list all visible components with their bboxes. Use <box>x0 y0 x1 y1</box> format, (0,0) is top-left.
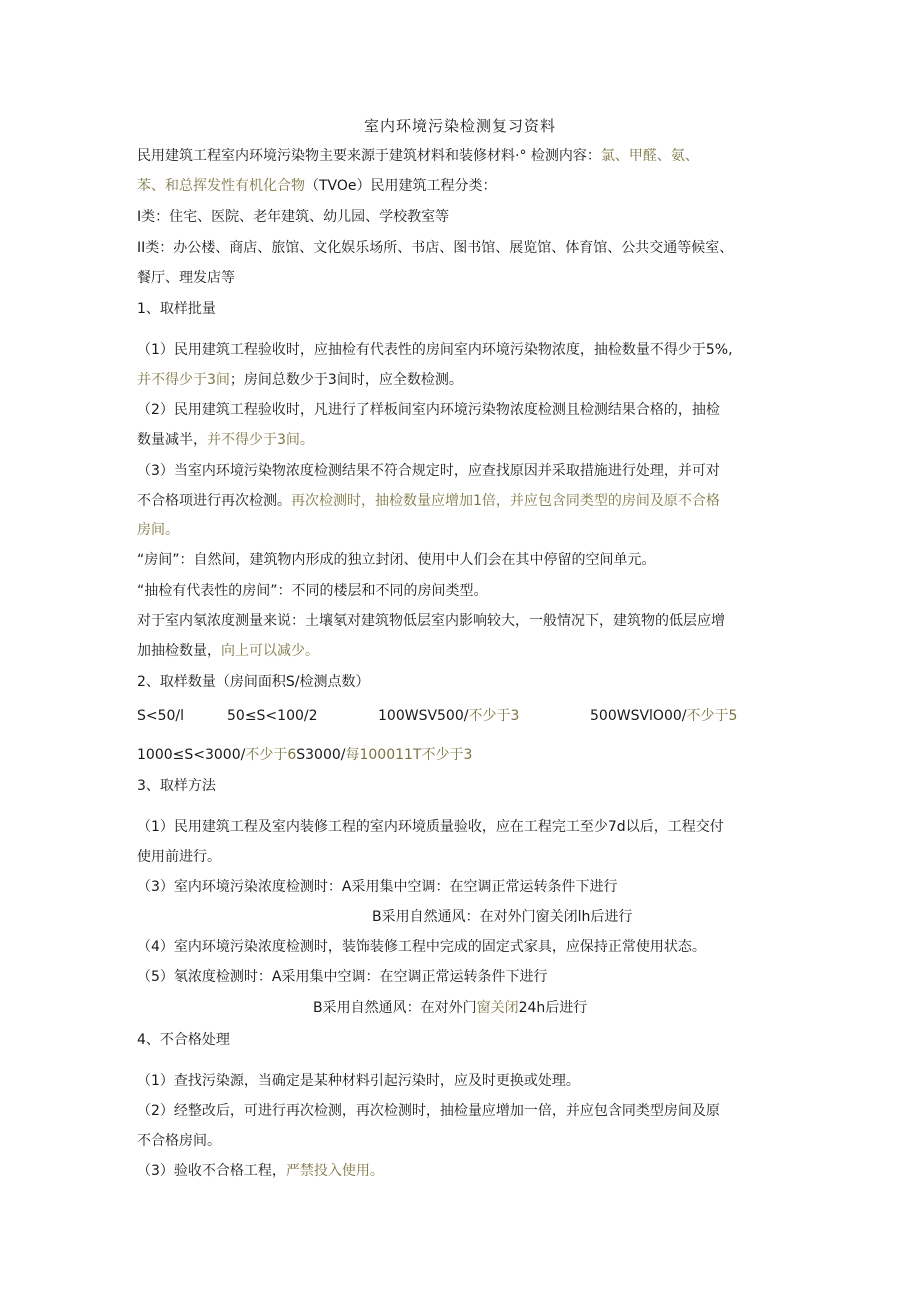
body-text: （3）验收不合格工程， <box>137 1163 286 1179</box>
s1-paragraph-2-line-1: （2）民用建筑工程验收时，凡进行了样板间室内环境污染物浓度检测且检测结果合格的，抽检 <box>137 402 720 418</box>
range-text: S3000/ <box>296 747 346 763</box>
body-text: 数量减半， <box>137 432 207 448</box>
range-text: 500WSVlO00/ <box>590 708 687 724</box>
highlight-text: 向上可以减少。 <box>221 643 319 659</box>
page-title: 室内环境污染检测复习资料 <box>363 117 556 135</box>
s1-paragraph-1-line-2 <box>137 370 463 390</box>
body-text: B采用自然通风：在对外门 <box>313 1000 477 1016</box>
s4-paragraph-2-line-2: 不合格房间。 <box>137 1133 221 1149</box>
highlight-text: 严禁投入使用。 <box>285 1163 384 1179</box>
definition-room: “房间”：自然间，建筑物内形成的独立封闭、使用中人们会在其中停留的空间单元。 <box>137 552 656 568</box>
highlight-text: 再次检测时，抽检数量应增加1倍，并应包含同类型的房间及原不合格 <box>291 493 720 509</box>
s3-paragraph-3-line-2: B采用自然通风：在对外门窗关闭lh后进行 <box>372 909 633 925</box>
radon-note-line-2 <box>137 641 319 661</box>
s1-paragraph-2-line-2 <box>137 430 314 450</box>
intro-highlight: 氯、甲醛、氨、 <box>600 148 699 164</box>
sample-count-cell: S<50/l <box>137 708 185 724</box>
highlight-text: 不少于3 <box>421 747 473 763</box>
body-text: ；房间总数少于3间时，应全数检测。 <box>229 372 463 388</box>
range-text: 1000≤S<3000/ <box>137 747 246 763</box>
intro-highlight: 苯、和总挥发性有机化合物 <box>137 178 305 194</box>
s4-paragraph-2-line-1: （2）经整改后，可进行再次检测，再次检测时，抽检量应增加一倍，并应包含同类型房间及原 <box>137 1103 720 1119</box>
highlight-text: 不少于5 <box>686 708 738 724</box>
s4-paragraph-3 <box>137 1161 384 1181</box>
highlight-text: 不少于3 <box>468 708 520 724</box>
s4-paragraph-1: （1）查找污染源，当确定是某种材料引起污染时，应及时更换或处理。 <box>137 1073 580 1089</box>
section-4-heading: 4、不合格处理 <box>137 1032 230 1048</box>
class-2-line-2: 餐厅、理发店等 <box>137 270 235 286</box>
section-2-heading: 2、取样数量（房间面积S/检测点数） <box>137 674 370 690</box>
s1-paragraph-3-line-2 <box>137 491 720 511</box>
section-3-heading: 3、取样方法 <box>137 778 216 794</box>
highlight-text: 不少于6 <box>245 747 297 763</box>
highlight-text: 每100011T <box>345 747 422 763</box>
s3-paragraph-3-line-1: （3）室内环境污染浓度检测时：A采用集中空调：在空调正常运转条件下进行 <box>137 879 618 895</box>
body-text: 不合格项进行再次检测。 <box>137 493 291 509</box>
highlight-text: 窗关闭 <box>476 1000 519 1016</box>
class-2-line-1: II类：办公楼、商店、旅馆、文化娱乐场所、书店、图书馆、展览馆、体育馆、公共交通等候室、 <box>137 240 734 256</box>
definition-representative-room: “抽检有代表性的房间”：不同的楼层和不同的房间类型。 <box>137 583 488 599</box>
sample-count-cell <box>378 706 519 726</box>
s1-paragraph-1-line-1: （1）民用建筑工程验收时，应抽检有代表性的房间室内环境污染物浓度，抽检数量不得少于5%, <box>137 342 733 358</box>
sample-count-cell <box>590 706 737 726</box>
s3-paragraph-4: （4）室内环境污染浓度检测时，装饰装修工程中完成的固定式家具，应保持正常使用状态。 <box>137 939 706 955</box>
class-1-line: I类：住宅、医院、老年建筑、幼儿园、学校教室等 <box>137 209 450 225</box>
intro-line-1 <box>137 146 699 166</box>
intro-line-2 <box>137 176 497 196</box>
highlight-text: 并不得少于3间。 <box>207 432 314 448</box>
intro-text: （TVOe）民用建筑工程分类： <box>305 178 497 194</box>
highlight-text: 并不得少于3间 <box>137 372 230 388</box>
section-1-heading: 1、取样批量 <box>137 301 216 317</box>
body-text: 24h后进行 <box>518 1000 588 1016</box>
radon-note-line-1: 对于室内氡浓度测量来说：土壤氡对建筑物低层室内影响较大，一般情况下，建筑物的低层应增 <box>137 613 725 629</box>
body-text: 加抽检数量， <box>137 643 221 659</box>
s3-paragraph-5-line-1: （5）氡浓度检测时：A采用集中空调：在空调正常运转条件下进行 <box>137 969 548 985</box>
sample-count-cell: 50≤S<100/2 <box>227 708 318 724</box>
s3-paragraph-5-line-2 <box>313 998 587 1018</box>
intro-text: 民用建筑工程室内环境污染物主要来源于建筑材料和装修材料·° 检测内容： <box>137 148 601 164</box>
range-text: 100WSV500/ <box>378 708 469 724</box>
s3-paragraph-1-line-2: 使用前进行。 <box>137 849 221 865</box>
s1-paragraph-3-line-1: （3）当室内环境污染物浓度检测结果不符合规定时，应查找原因并采取措施进行处理，并可对 <box>137 463 720 479</box>
sample-count-row-2 <box>137 745 472 765</box>
s3-paragraph-1-line-1: （1）民用建筑工程及室内装修工程的室内环境质量验收，应在工程完工至少7d以后，工程交付 <box>137 819 724 835</box>
s1-paragraph-3-line-3: 房间。 <box>137 522 179 538</box>
